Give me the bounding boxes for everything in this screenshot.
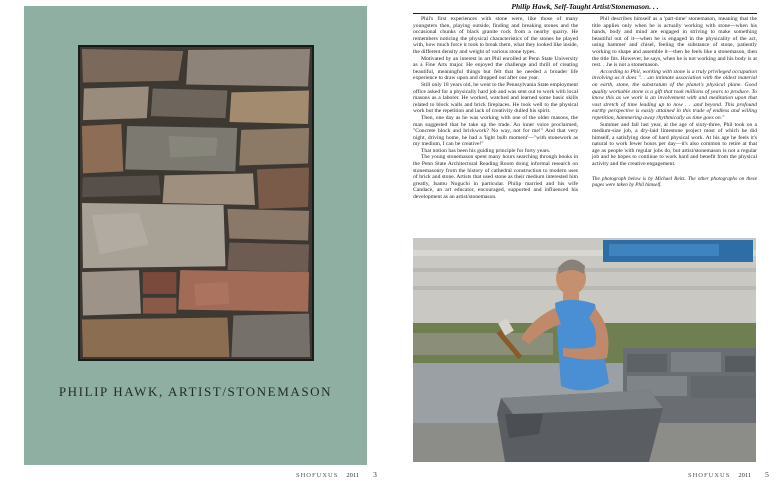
magazine-name: SHOFUXUS (296, 472, 339, 479)
paragraph: Summer and fall last year, at the age of sixty-three, Phil took on a medium-size job, a dry-laid limestone project most of which he did himself, a satisfying dose of hard physical work. At his age he feels it's natural to work fewer hours per day—it's also common to retire at that age as people with regular jobs do, but artist/stonemason is not a regular job and he hopes to continue to work hard and benefit from the physical activity and the creative engagement. (592, 121, 757, 168)
paragraph: Phil describes himself as a 'part-time' stonemason, meaning that the title applies only when he is actually working with stone—when his hands, body and mind are engaged in striving to make something beautiful out of it—when he is engaged in the physicality of the act, using hammer and chisel, feeling the substance of stone, patiently working to shape and assemble it—then he feels like a stonemason, then the title fits. However, he says, when he is not working and his body is at rest. . .he is not a stonemason. (592, 16, 757, 69)
stonemason-photo (413, 238, 756, 462)
stone-wall-image (80, 47, 312, 359)
photo-credit-caption: The photograph below is by Michael Reitz. The other photographs on these pages were taken by Phil himself. (592, 175, 757, 188)
paragraph: The young stonemason spent many hours searching through books in the Penn State Architectural Reading Room doing informal research on stonemasonry from the history of cathedral construction to modern uses of brick and stone. Artists that used stone as their medium interested him greatly, Isamu Noguchi in particular. Philip married and his wife Candace, an art educator, encouraged, supported and influenced his development as an artist/stonemason. (413, 154, 578, 201)
paragraph: Motivated by an interest in art Phil enrolled at Penn State University as a Fine Arts major. He enjoyed the challenge and thrill of creating beautiful, meaningful things but felt that he needed a broader life experience to draw upon and dropped out after one year. (413, 55, 578, 82)
paragraph: According to Phil, working with stone is a truly privileged occupation involving as it does ". . .an intimate association with the oldest material on earth, stone, the substratum of the planet's physical plane. Good quality workable stone is a gift that took millions of years to produce. To know this as we work is an involvement with and meditation upon that vast stretch of time leading up to now . . .and beyond. This profound earthy perspective is easily attained in this trade of endless and willing repetition, hammering away rhythmically as time goes on." (592, 68, 757, 121)
left-page-panel (24, 6, 367, 465)
stonemason-image (413, 238, 756, 462)
paragraph: Phil's first experiences with stone were, like those of many youngsters then, playing outside, finding and breaking stones and the occasional chunks of black granite rock from a nearby quarry. He remembers noticing the physical characteristics of the stones he played with, how much force it took to break them, what they looked like inside, the different density and weight of various stone types. (413, 16, 578, 55)
left-folio (296, 470, 377, 479)
running-header: Philip Hawk, Self-Taught Artist/Stonemason. . . (511, 2, 659, 11)
stone-wall-photo (78, 45, 314, 361)
paragraph: Then, one day as he was working with one of the older masons, the man suggested that he take up the trade. An inner voice proclaimed, "Concrete block and brickwork? No way, not for me!" And that very night, driving home, he had a 'light bulb moment'—"with stonework as my medium, I can be creative!" (413, 114, 578, 148)
paragraph: That notion has been his guiding principle for forty years. (421, 147, 551, 154)
text-column-1 (413, 16, 578, 201)
page-number: 5 (765, 470, 769, 479)
header-rule (413, 13, 757, 14)
page-number: 3 (373, 470, 377, 479)
paragraph: Still only 18 years old, he went to the Pennsylvania State employment office asked for a physically hard job and was sent out to work with local masons as a laborer. He worked, watched and learned some basic skills related to block walls and brick fireplaces. He took well to the physical work but the repetition and lack of creativity dulled his spirit. (413, 81, 578, 115)
article-title: PHILIP HAWK, ARTIST/STONEMASON (58, 384, 333, 399)
text-column-2 (592, 16, 757, 188)
magazine-name: SHOFUXUS (688, 472, 731, 479)
issue-year: 2011 (346, 472, 360, 479)
right-folio (688, 470, 769, 479)
issue-year: 2011 (738, 472, 752, 479)
